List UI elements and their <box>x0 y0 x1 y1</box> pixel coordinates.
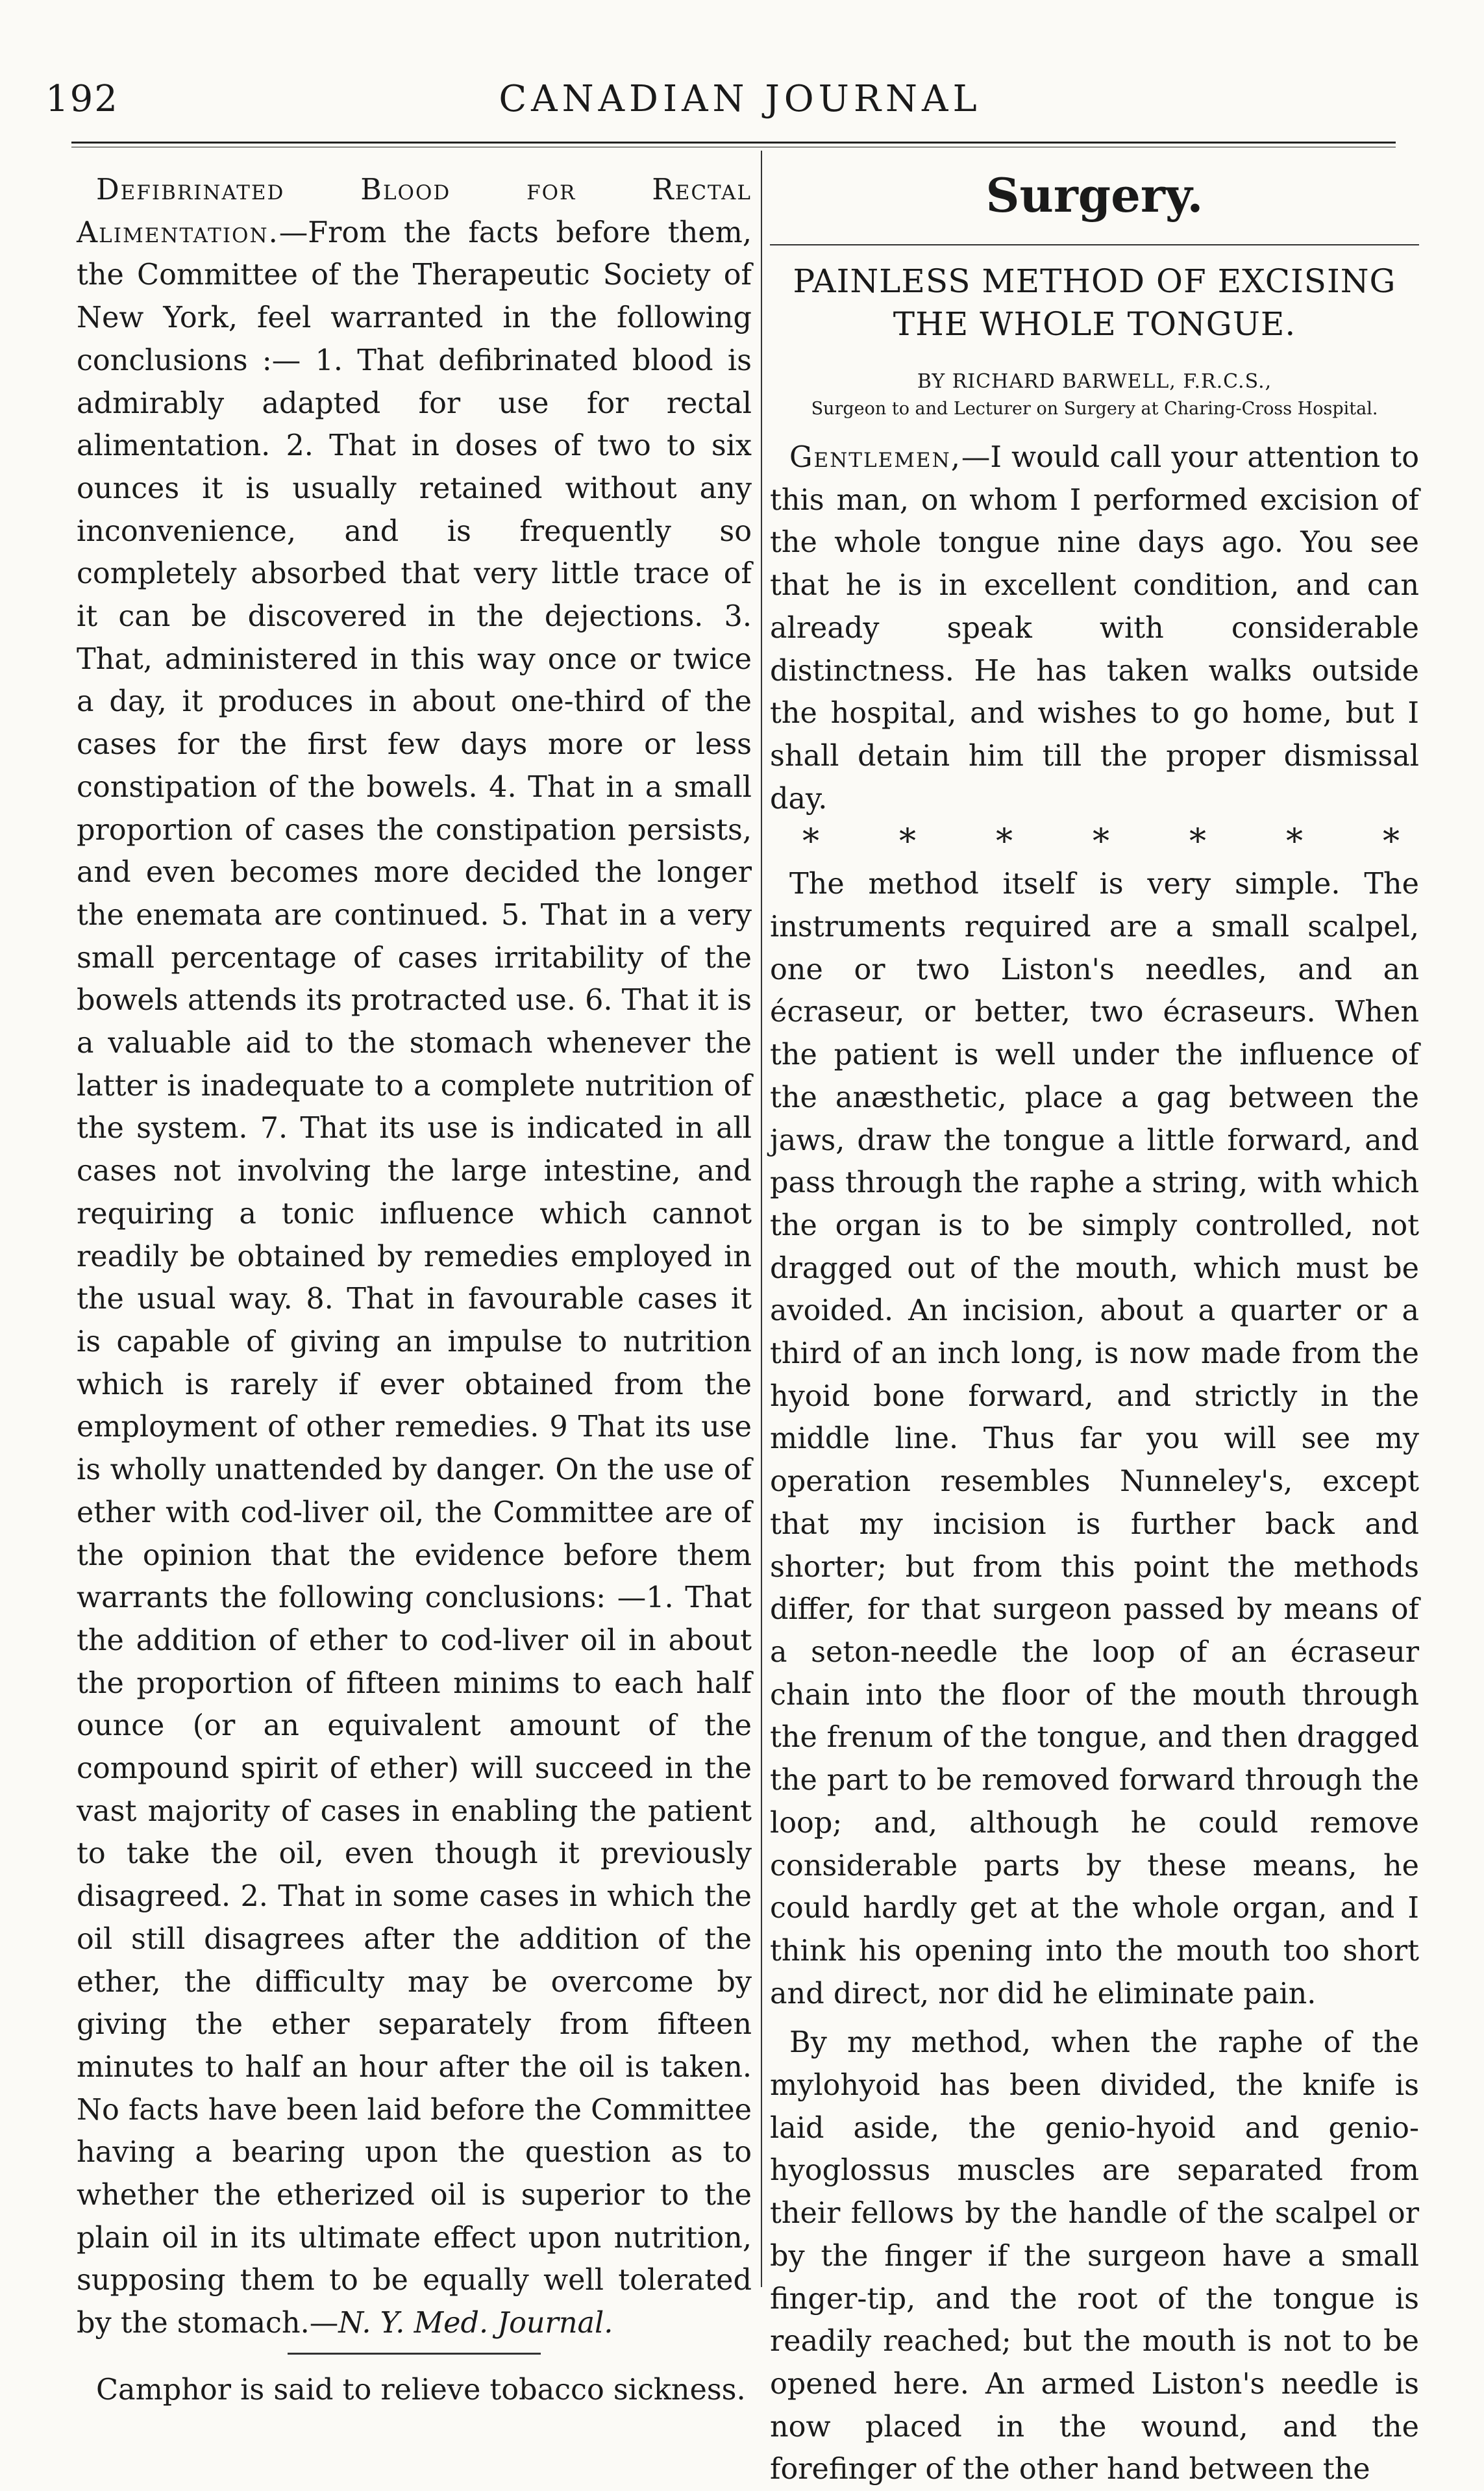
asterisk: * <box>1383 822 1400 862</box>
left-article-source: N. Y. Med. Journal. <box>338 2307 613 2340</box>
section-rule <box>770 244 1419 245</box>
asterisk: * <box>802 822 819 862</box>
paragraph-3: By my method, when the raphe of the mylohyoid has been divided, the knife is laid aside, the genio-hyoid and genio-hyoglossus muscles are separated from their fellows by the handle of the scalpel or by the finger if the surgeon have a small finger-tip, and the root of the tongue is readily reached; but the mouth is not to be opened here. An armed Liston's needle is now placed in the wound, and the forefinger of the other hand between the <box>770 2026 1419 2486</box>
asterisk: * <box>1093 822 1109 862</box>
left-column <box>77 169 752 2412</box>
article-affiliation: Surgeon to and Lecturer on Surgery at Charing-Cross Hospital. <box>811 399 1378 419</box>
right-column <box>770 169 1419 2491</box>
journal-title: CANADIAN JOURNAL <box>499 78 982 120</box>
left-article <box>77 169 752 2345</box>
page-header <box>45 78 1435 136</box>
asterisk-separator <box>770 820 1419 863</box>
left-article-title: Defibrinated Blood for Rectal Alimentation. <box>77 173 752 249</box>
end-rule <box>288 2353 541 2355</box>
asterisk: * <box>899 822 916 862</box>
salutation: Gentlemen, <box>789 441 961 474</box>
asterisk: * <box>1189 822 1206 862</box>
column-divider <box>761 151 762 2287</box>
asterisk: * <box>996 822 1013 862</box>
paragraph-2: The method itself is very simple. The instruments required are a small scalpel, one or two Liston's needles, and an écraseur, or better, two écraseurs. When the patient is well under the influence of the anæsthetic, place a gag between the jaws, draw the tongue a little forward, and pass through the raphe a string, with which the organ is to be simply controlled, not dragged out of the mouth, which must be avoided. An incision, about a quarter or a third of an inch long, is now made from the hyoid bone forward, and strictly in the middle line. Thus far you will see my operation resembles Nunneley's, except that my incision is further back and shorter; but from this point the methods differ, for that surgeon passed by means of a seton-needle the loop of an écraseur chain into the floor of the mouth through the frenum of the tongue, and then dragged the part to be removed forward through the loop; and, although he could remove considerable parts by these means, he could hardly get at the whole organ, and I think his opening into the mouth too short and direct, nor did he eliminate pain. <box>770 868 1419 2010</box>
closing-note: Camphor is said to relieve tobacco sickness. <box>96 2373 746 2407</box>
asterisk: * <box>1286 822 1303 862</box>
section-heading: Surgery. <box>985 168 1204 223</box>
left-article-body: —From the facts before them, the Committee of the Therapeutic Society of New York, feel warranted in the following conclusions :— 1. That defibrinated blood is admirably adapted for use for rectal alimentation. 2. That in doses of two to six ounces it is usually retained without any inconvenience, and is frequently so completely absorbed that very little trace of it can be discovered in the dejections. 3. That, administered in this way once or twice a day, it produces in about one-third of the cases for the first few days more or less constipation of the bowels. 4. That in a small proportion of cases the constipation persists, and even becomes more decided the longer the enemata are continued. 5. That in a very small percentage of cases irritability of the bowels attends its protracted use. 6. That it is a valuable aid to the stomach whenever the latter is inadequate to a complete nutrition of the system. 7. That its use is indicated in all cases not involving the large intestine, and requiring a tonic influence which cannot readily be obtained by remedies employed in the usual way. 8. That in favourable cases it is capable of giving an impulse to nutrition which is rarely if ever obtained from the employment of other remedies. 9 That its use is wholly unattended by danger. On the use of ether with cod-liver oil, the Committee are of the opinion that the evidence before them warrants the following conclusions: —1. That the addition of ether to cod-liver oil in about the proportion of fifteen minims to each half ounce (or an equivalent amount of the compound spirit of ether) will succeed in the vast majority of cases in enabling the patient to take the oil, even though it previously disagreed. 2. That in some cases in which the oil still disagrees after the addition of the ether, the difficulty may be overcome by giving the ether separately from fifteen minutes to half an hour after the oil is taken. No facts have been laid before the Committee having a bearing upon the question as to whether the etherized oil is superior to the plain oil in its ultimate effect upon nutrition, supposing them to be equally well tolerated by the stomach.— <box>77 216 752 2340</box>
page-number: 192 <box>45 78 119 120</box>
header-rule <box>71 142 1396 144</box>
article-byline: BY RICHARD BARWELL, F.R.C.S., <box>917 370 1272 393</box>
article-title: PAINLESS METHOD OF EXCISING THE WHOLE TONGUE. <box>793 262 1396 343</box>
paragraph-1 <box>770 436 1419 820</box>
paragraph-1-text: —I would call your attention to this man, on whom I performed excision of the whole tongue nine days ago. You see that he is in excellent condition, and can already speak with considerable distinctness. He has taken walks outside the hospital, and wishes to go home, but I shall detain him till the proper dismissal day. <box>770 441 1419 816</box>
